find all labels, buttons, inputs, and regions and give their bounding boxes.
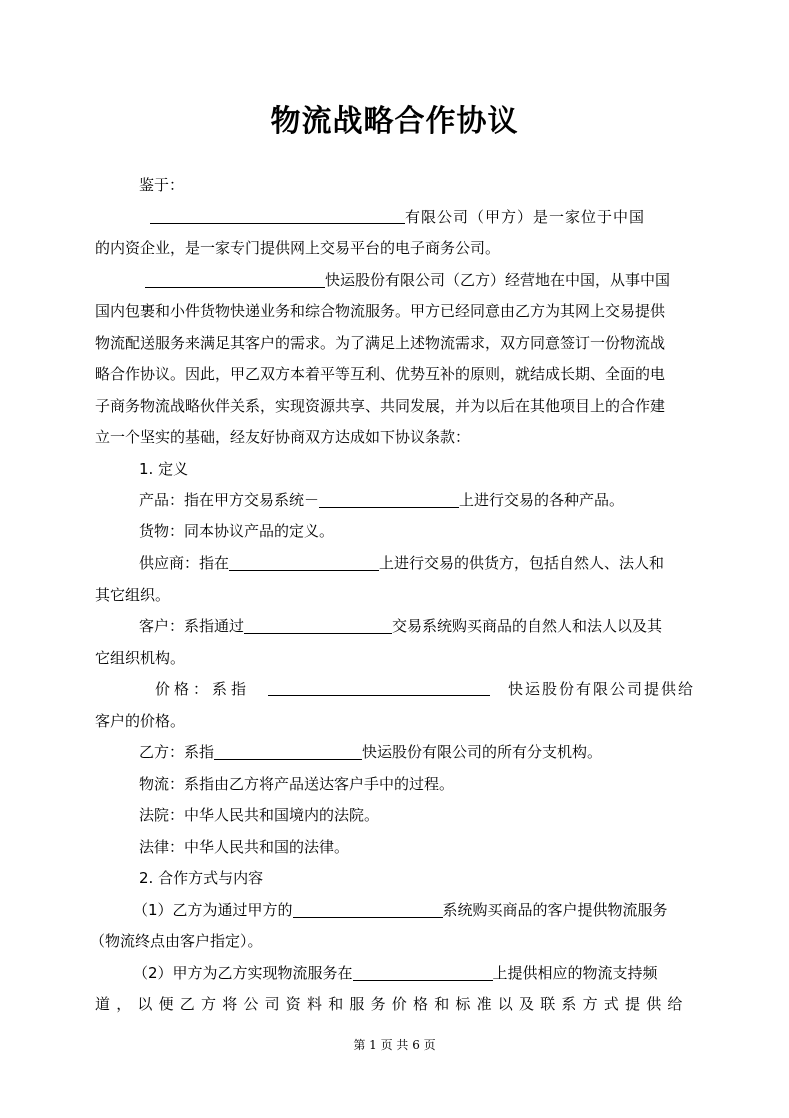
paragraph-whereas: 鉴于：: [139, 176, 185, 194]
clause-2-2: （2）甲方为乙方实现物流服务在 上提供相应的物流支持频: [133, 964, 658, 982]
definition-logistics: 物流：系指由乙方将产品送达客户手中的过程。: [139, 775, 455, 793]
section-1-heading: 1. 定义: [139, 460, 189, 478]
definition-court: 法院：中华人民共和国境内的法院。: [139, 806, 380, 824]
document-title: 物流战略合作协议: [270, 104, 519, 139]
system-name-blank[interactable]: [319, 491, 459, 508]
definition-supplier: 供应商：指在 上进行交易的供货方，包括自然人、法人和: [139, 554, 665, 572]
party-b-name-blank[interactable]: [145, 271, 325, 288]
clause-2-2-cont: 道，以便乙方将公司资料和服务价格和标准以及联系方式提供给: [95, 995, 689, 1013]
body-text-line: 物流配送服务来满足其客户的需求。为了满足上述物流需求，双方同意签订一份物流战: [95, 334, 666, 352]
party-a-desc: 的内资企业，是一家专门提供网上交易平台的电子商务公司。: [95, 239, 501, 257]
definition-customer: 客户：系指通过 交易系统购买商品的自然人和法人以及其: [139, 617, 663, 635]
body-text-line: 立一个坚实的基础，经友好协商双方达成如下协议条款：: [95, 428, 471, 446]
definition-supplier-cont: 其它组织。: [95, 586, 171, 604]
party-b-line: 快运股份有限公司（乙方）经营地在中国，从事中国: [145, 270, 745, 290]
body-text-line: 略合作协议。因此，甲乙双方本着平等互利、优势互补的原则，就结成长期、全面的电: [95, 365, 666, 383]
definition-price-cont: 客户的价格。: [95, 712, 186, 730]
party-a-name-blank[interactable]: [150, 207, 405, 224]
party-b-company-blank[interactable]: [214, 743, 362, 760]
body-text-line: 子商务物流战略伙伴关系，实现资源共享、共同发展，并为以后在其他项目上的合作建: [95, 397, 666, 415]
clause-2-1-cont: （物流终点由客户指定）。: [90, 932, 263, 950]
body-text-line: 国内包裹和小件货物快递业务和综合物流服务。甲方已经同意由乙方为其网上交易提供: [95, 302, 666, 320]
customer-system-blank[interactable]: [244, 617, 392, 634]
definition-law: 法律：中华人民共和国的法律。: [139, 838, 350, 856]
party-a-line: 有限公司（甲方）是一家位于中国: [150, 207, 695, 227]
definition-goods: 货物：同本协议产品的定义。: [139, 522, 335, 540]
definition-party-b: 乙方：系指 快运股份有限公司的所有分支机构。: [139, 743, 603, 761]
definition-price: 价格：系指 快运股份有限公司提供给: [155, 680, 695, 698]
price-company-blank[interactable]: [268, 679, 490, 696]
definition-product: 产品：指在甲方交易系统－ 上进行交易的各种产品。: [139, 491, 625, 509]
clause-2-1-system-blank[interactable]: [293, 901, 443, 918]
clause-2-1: （1）乙方为通过甲方的 系统购买商品的客户提供物流服务: [133, 901, 668, 919]
clause-2-2-platform-blank[interactable]: [353, 964, 493, 981]
definition-customer-cont: 它组织机构。: [95, 649, 186, 667]
supplier-platform-blank[interactable]: [229, 554, 379, 571]
page-number: 第 1 页 共 6 页: [353, 1038, 436, 1052]
section-2-heading: 2. 合作方式与内容: [139, 869, 264, 887]
